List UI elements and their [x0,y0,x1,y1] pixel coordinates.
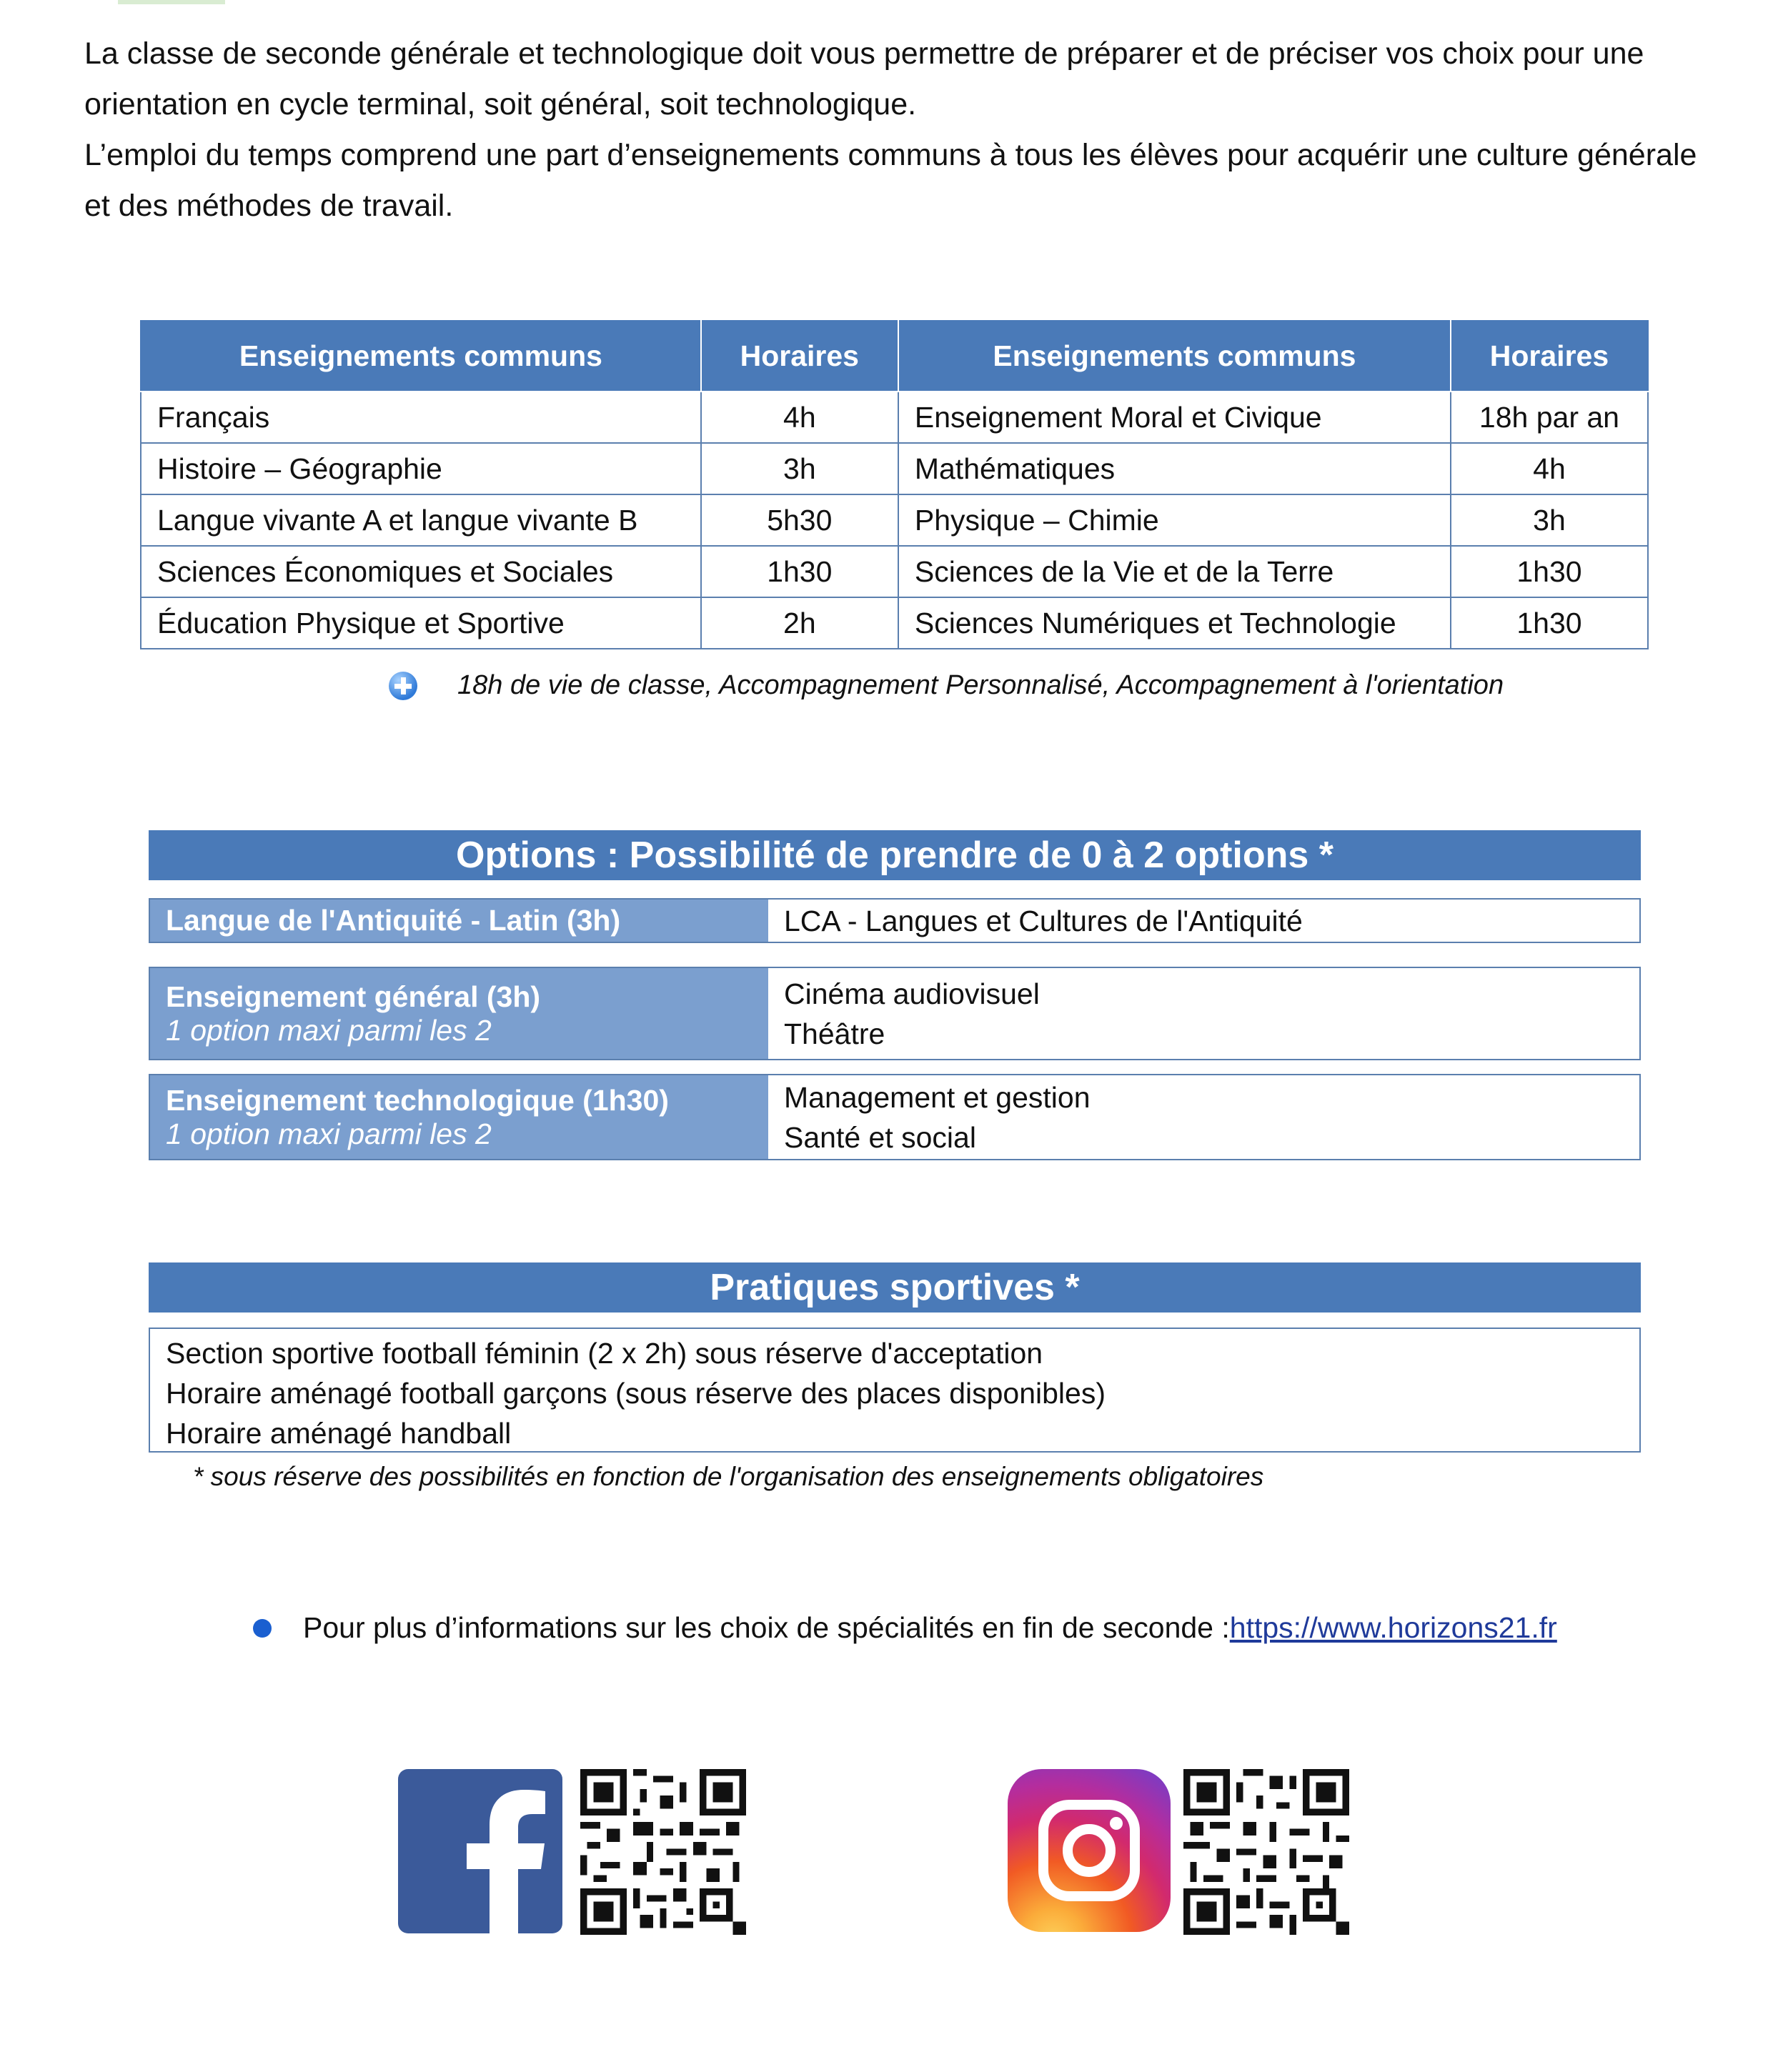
option-category [150,968,768,1059]
option-row-technological [149,1074,1641,1160]
instagram-icon[interactable] [1008,1769,1171,1932]
table-row [141,546,1648,597]
option-choices [768,968,1639,1059]
subject-cell: Sciences Numériques et Technologie [898,597,1451,649]
subject-cell: Français [141,392,701,443]
table-row [141,597,1648,649]
option-category-subtitle: 1 option maxi parmi les 2 [166,1117,492,1150]
subject-cell: Physique – Chimie [898,494,1451,546]
option-row-general [149,967,1641,1060]
table-row [141,443,1648,494]
options-header: Options : Possibilité de prendre de 0 à 2 options * [149,830,1641,880]
option-choice: Cinéma audiovisuel [784,977,1040,1010]
intro-paragraph-2: L’emploi du temps comprend une part d’enseignements communs à tous les élèves pour acquérir une culture générale et des méthodes de travail. [84,138,1697,223]
facebook-icon[interactable] [398,1769,562,1933]
subject-cell: Sciences Économiques et Sociales [141,546,701,597]
horizons21-link[interactable]: https://www.horizons21.fr [1229,1611,1557,1644]
hours-cell: 3h [1451,494,1648,546]
header-subject-2: Enseignements communs [898,321,1451,392]
intro-paragraph-1: La classe de seconde générale et technologique doit vous permettre de préparer et de préciser vos choix pour une orientation en cycle terminal, soit général, soit technologique. [84,36,1644,121]
option-category-subtitle: 1 option maxi parmi les 2 [166,1013,492,1047]
table-note [389,670,1504,701]
header-hours-1: Horaires [701,321,898,392]
option-category [150,1075,768,1159]
hours-cell: 1h30 [1451,597,1648,649]
info-line [253,1611,1557,1645]
option-category [150,900,768,942]
table-row [141,392,1648,443]
bullet-icon [253,1619,272,1638]
decorative-top-bar [118,0,225,4]
hours-cell: 3h [701,443,898,494]
common-courses-table [140,320,1649,649]
qr-code-icon[interactable] [1183,1769,1349,1935]
hours-cell: 4h [701,392,898,443]
subject-cell: Éducation Physique et Sportive [141,597,701,649]
option-choice: LCA - Langues et Cultures de l'Antiquité [784,904,1303,937]
table-row [141,494,1648,546]
option-category-title: Enseignement technologique (1h30) [166,1083,669,1117]
subject-cell: Sciences de la Vie et de la Terre [898,546,1451,597]
option-choice: Santé et social [784,1120,976,1154]
subject-cell: Enseignement Moral et Civique [898,392,1451,443]
table-header-row [141,321,1648,392]
hours-cell: 1h30 [1451,546,1648,597]
hours-cell: 18h par an [1451,392,1648,443]
hours-cell: 2h [701,597,898,649]
qr-code-icon[interactable] [580,1769,746,1935]
hours-cell: 1h30 [701,546,898,597]
list-item: Section sportive football féminin (2 x 2h) sous réserve d'acceptation [166,1337,1043,1370]
option-choice: Théâtre [784,1017,885,1050]
option-choice: Management et gestion [784,1080,1091,1114]
header-hours-2: Horaires [1451,321,1648,392]
info-text: Pour plus d’informations sur les choix de spécialités en fin de seconde : [303,1611,1230,1644]
plus-icon [389,672,417,700]
option-choices [768,1075,1639,1159]
hours-cell: 5h30 [701,494,898,546]
option-category-title: Enseignement général (3h) [166,980,541,1013]
hours-cell: 4h [1451,443,1648,494]
option-choices [768,900,1639,942]
intro-text [84,29,1721,231]
subject-cell: Langue vivante A et langue vivante B [141,494,701,546]
header-subject-1: Enseignements communs [141,321,701,392]
sports-header: Pratiques sportives * [149,1262,1641,1313]
table-note-text: 18h de vie de classe, Accompagnement Personnalisé, Accompagnement à l'orientation [457,670,1504,700]
option-category-title: Langue de l'Antiquité - Latin (3h) [166,904,621,937]
subject-cell: Mathématiques [898,443,1451,494]
subject-cell: Histoire – Géographie [141,443,701,494]
sports-note: * sous réserve des possibilités en fonction de l'organisation des enseignements obligatoires [193,1462,1264,1491]
list-item: Horaire aménagé football garçons (sous réserve des places disponibles) [166,1377,1106,1410]
list-item: Horaire aménagé handball [166,1417,512,1450]
option-row-latin [149,898,1641,943]
sports-list [149,1328,1641,1453]
